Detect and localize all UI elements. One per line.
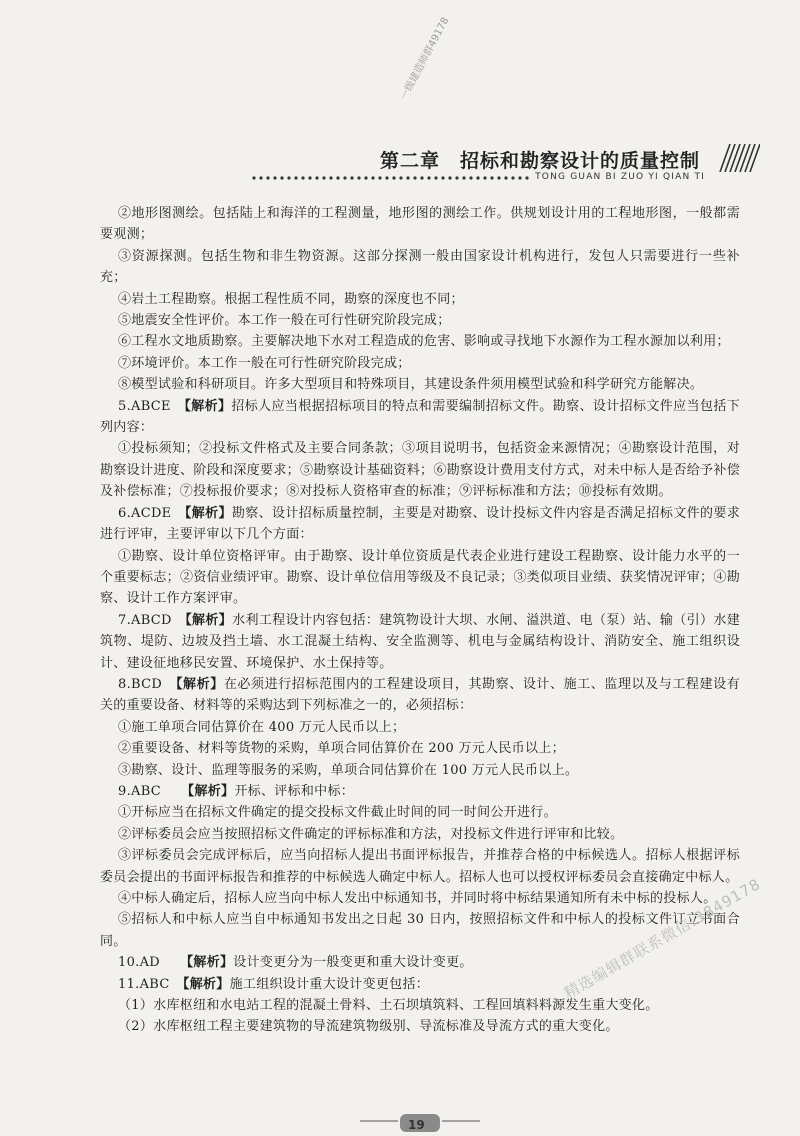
paragraph-text: ②评标委员会应当按照招标文件确定的评标标准和方法，对投标文件进行评审和比较。 <box>118 826 624 842</box>
answer-number: 9.ABC <box>118 783 188 799</box>
paragraph <box>100 760 740 781</box>
paragraph-text: ①投标须知；②投标文件格式及主要合同条款；③项目说明书，包括资金来源情况；④勘察设计范围，对勘察设计进度、阶段和深度要求；⑤勘察设计基础资料；⑥勘察设计费用支付方式，对未中标人是否给予补偿及补偿标准；⑦投标报价要求；⑧对投标人资格审查的标准；⑨评标标准和方法；⑩投标有效期。 <box>100 441 740 500</box>
watermark-top: 一级建造师群49178 <box>398 15 452 103</box>
paragraph-text: ①勘察、设计单位资格评审。由于勘察、设计单位资质是代表企业进行建设工程勘察、设计能力水平的一个重要标志；②资信业绩评审。勘察、设计单位信用等级及不良记录；③类似项目业绩、获奖情况评审；④勘察、设计工作方案评审。 <box>100 548 740 607</box>
paragraph <box>100 781 740 802</box>
analysis-tag: 【解析】 <box>185 612 233 628</box>
paragraph <box>100 353 740 374</box>
paragraph <box>100 802 740 823</box>
paragraph-text: ④中标人确定后，招标人应当向中标人发出中标通知书，并同时将中标结果通知所有未中标的投标人。 <box>118 891 717 906</box>
paragraph-text: ①开标应当在招标文件确定的提交投标文件截止时间的同一时间公开进行。 <box>118 805 557 821</box>
paragraph <box>100 610 740 674</box>
paragraph-text: ②地形图测绘。包括陆上和海洋的工程测量，地形图的测绘工作。供规划设计用的工程地形图，一般都需要观测； <box>100 206 740 243</box>
answer-number: 8.BCD <box>118 676 176 692</box>
answer-number: 7.ABCD <box>118 612 186 628</box>
paragraph-text: 勘察、设计招标质量控制，主要是对勘察、设计投标文件内容是否满足招标文件的要求进行评审，主要评审以下几个方面： <box>100 505 740 543</box>
paragraph <box>100 396 740 439</box>
paragraph <box>100 331 740 352</box>
paragraph-text: ③评标委员会完成评标后，应当向招标人提出书面评标报告，并推荐合格的中标候选人。招标人根据评标委员会提出的书面评标报告和推荐的中标候选人确定中标人。招标人也可以授权评标委员会直接确定中标人。 <box>100 848 740 885</box>
page-number: 19 <box>408 1118 425 1132</box>
paragraph-text: ③资源探测。包括生物和非生物资源。这部分探测一般由国家设计机构进行，发包人只需要进行一些补充； <box>100 248 740 286</box>
paragraph-text: ⑤招标人和中标人应当自中标通知书发出之日起 30 日内，按照招标文件和中标人的投标文件订立书面合同。 <box>100 912 740 949</box>
paragraph-text: 开标、评标和中标： <box>234 783 355 799</box>
answer-number: 11.ABC <box>118 976 183 992</box>
answer-number: 5.ABCE <box>118 398 185 414</box>
paragraph-text: 水利工程设计内容包括：建筑物设计大坝、水闸、溢洪道、电（泵）站、输（引）水建筑物、堤防、边坡及挡土墙、水工混凝土结构、安全监测等、机电与金属结构设计、消防安全、施工组织设计、建设征地移民安置、环境保护、水土保持等。 <box>100 612 740 671</box>
paragraph <box>100 738 740 759</box>
paragraph-text: ②重要设备、材料等货物的采购，单项合同估算价在 200 万元人民币以上； <box>118 741 565 757</box>
paragraph-text: ⑥工程水文地质勘察。主要解决地下水对工程造成的危害、影响或寻找地下水源作为工程水源加以利用； <box>118 334 730 350</box>
paragraph-text: 在必须进行招标范围内的工程建设项目，其勘察、设计、施工、监理以及与工程建设有关的重要设备、材料等的采购达到下列标准之一的，必须招标： <box>100 676 740 714</box>
answer-number: 10.AD <box>118 955 187 971</box>
decorative-stripes-icon <box>714 144 760 172</box>
paragraph-text: （2）水库枢纽工程主要建筑物的导流建筑物级别、导流标准及导流方式的重大变化。 <box>118 1019 619 1035</box>
paragraph <box>100 503 740 546</box>
analysis-tag: 【解析】 <box>186 955 234 971</box>
paragraph <box>100 1016 740 1037</box>
watermark-bottom: 精选编辑群联系微信:3849178 <box>561 874 764 1003</box>
paragraph <box>100 374 740 395</box>
paragraph-text: ③勘察、设计、监理等服务的采购，单项合同估算价在 100 万元人民币以上。 <box>118 762 579 778</box>
paragraph <box>100 289 740 310</box>
chapter-header <box>250 140 770 192</box>
chapter-pinyin: TONG GUAN BI ZUO YI QIAN TI <box>532 172 708 182</box>
paragraph <box>100 674 740 717</box>
paragraph <box>100 974 740 995</box>
chapter-title: 第二章 招标和勘察设计的质量控制 <box>379 150 700 172</box>
analysis-tag: 【解析】 <box>184 398 232 414</box>
paragraph <box>100 438 740 502</box>
paragraph <box>100 888 740 909</box>
paragraph <box>100 717 740 738</box>
analysis-tag: 【解析】 <box>175 676 224 692</box>
paragraph-text: ⑤地震安全性评价。本工作一般在可行性研究阶段完成； <box>118 313 451 329</box>
analysis-tag: 【解析】 <box>182 976 230 992</box>
paragraph <box>100 845 740 888</box>
paragraph-text: （1）水库枢纽和水电站工程的混凝土骨料、土石坝填筑料、工程回填料料源发生重大变化。 <box>118 998 659 1014</box>
answer-number: 6.ACDE <box>118 505 185 521</box>
paragraph-text: 施工组织设计重大设计变更包括： <box>229 976 430 992</box>
paragraph <box>100 246 740 289</box>
page-footer <box>360 1110 480 1132</box>
paragraph-text: ①施工单项合同估算价在 400 万元人民币以上； <box>118 719 406 735</box>
paragraph <box>100 995 740 1016</box>
paragraph-text: ⑧模型试验和科研项目。许多大型项目和特殊项目，其建设条件须用模型试验和科学研究方能解决。 <box>118 377 704 393</box>
paragraph <box>100 203 740 246</box>
analysis-tag: 【解析】 <box>187 783 235 799</box>
paragraph-text: ⑦环境评价。本工作一般在可行性研究阶段完成； <box>118 355 411 371</box>
answer-explanations <box>100 203 740 1038</box>
paragraph-text: 设计变更分为一般变更和重大设计变更。 <box>233 955 473 971</box>
paragraph-text: ④岩土工程勘察。根据工程性质不同，勘察的深度也不同； <box>118 291 464 307</box>
paragraph <box>100 824 740 845</box>
paragraph <box>100 546 740 610</box>
analysis-tag: 【解析】 <box>184 505 232 521</box>
paragraph <box>100 310 740 331</box>
paragraph-text: 招标人应当根据招标项目的特点和需要编制招标文件。勘察、设计招标文件应当包括下列内容： <box>100 398 741 436</box>
